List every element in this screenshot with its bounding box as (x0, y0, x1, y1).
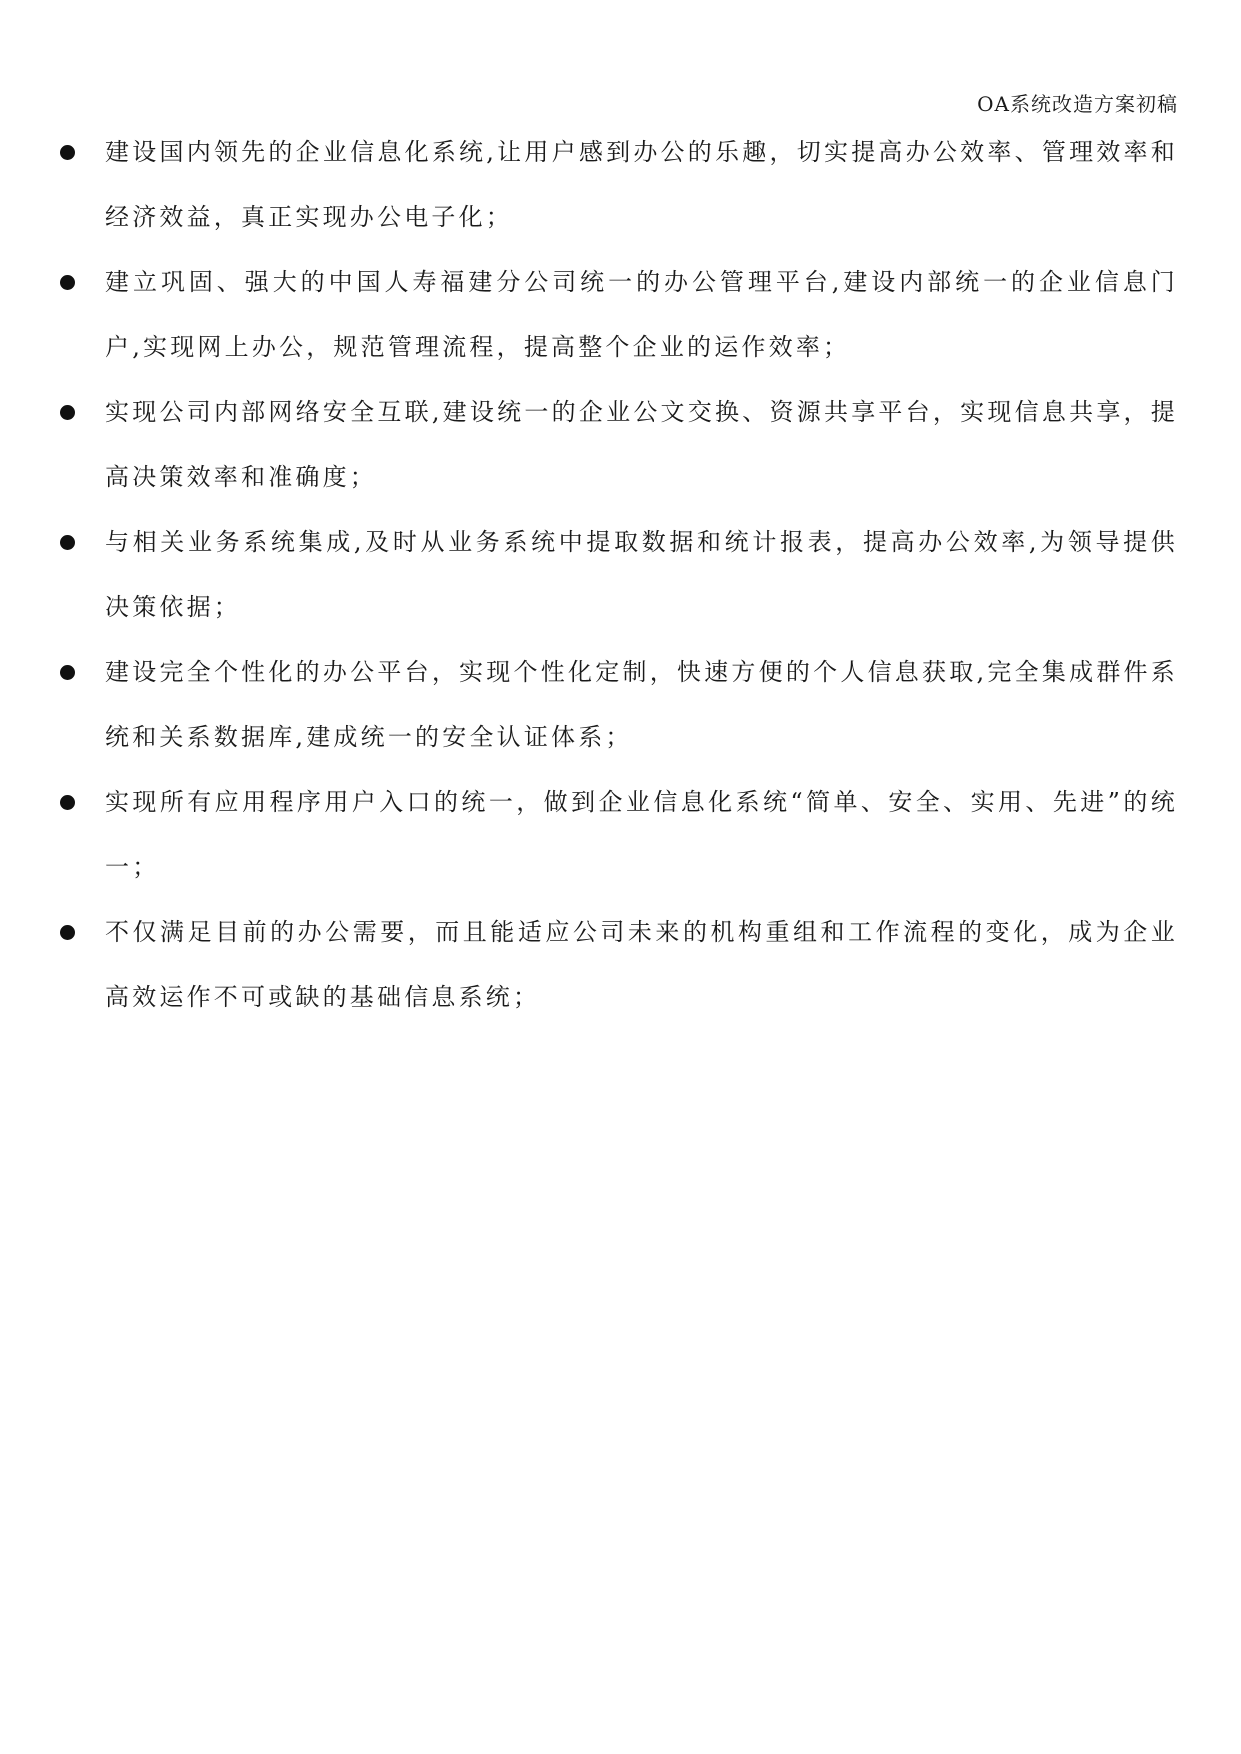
bullet-text: 实现所有应用程序用户入口的统一，做到企业信息化系统“简单、安全、实用、先进”的统一； (105, 788, 1178, 881)
list-item (60, 380, 1178, 510)
bullet-text: 建设国内领先的企业信息化系统,让用户感到办公的乐趣，切实提高办公效率、管理效率和经济效益，真正实现办公电子化； (105, 138, 1178, 231)
bullet-icon (60, 405, 75, 420)
bullet-icon (60, 665, 75, 680)
list-item (60, 770, 1178, 900)
bullet-text: 建立巩固、强大的中国人寿福建分公司统一的办公管理平台,建设内部统一的企业信息门户,实现网上办公，规范管理流程，提高整个企业的运作效率； (105, 268, 1178, 361)
list-item (60, 640, 1178, 770)
list-item (60, 120, 1178, 250)
bullet-text: 建设完全个性化的办公平台，实现个性化定制，快速方便的个人信息获取,完全集成群件系统和关系数据库,建成统一的安全认证体系； (105, 658, 1178, 751)
bullet-text: 实现公司内部网络安全互联,建设统一的企业公文交换、资源共享平台，实现信息共享，提高决策效率和准确度； (105, 398, 1178, 491)
bullet-text: 与相关业务系统集成,及时从业务系统中提取数据和统计报表，提高办公效率,为领导提供决策依据； (105, 528, 1178, 621)
list-item (60, 250, 1178, 380)
bullet-icon (60, 145, 75, 160)
bullet-icon (60, 795, 75, 810)
list-item (60, 510, 1178, 640)
bullet-text: 不仅满足目前的办公需要，而且能适应公司未来的机构重组和工作流程的变化，成为企业高效运作不可或缺的基础信息系统； (105, 918, 1178, 1011)
bullet-list (60, 120, 1178, 1030)
page-header-title: OA系统改造方案初稿 (977, 92, 1178, 116)
list-item (60, 900, 1178, 1030)
bullet-icon (60, 275, 75, 290)
bullet-icon (60, 925, 75, 940)
bullet-icon (60, 535, 75, 550)
